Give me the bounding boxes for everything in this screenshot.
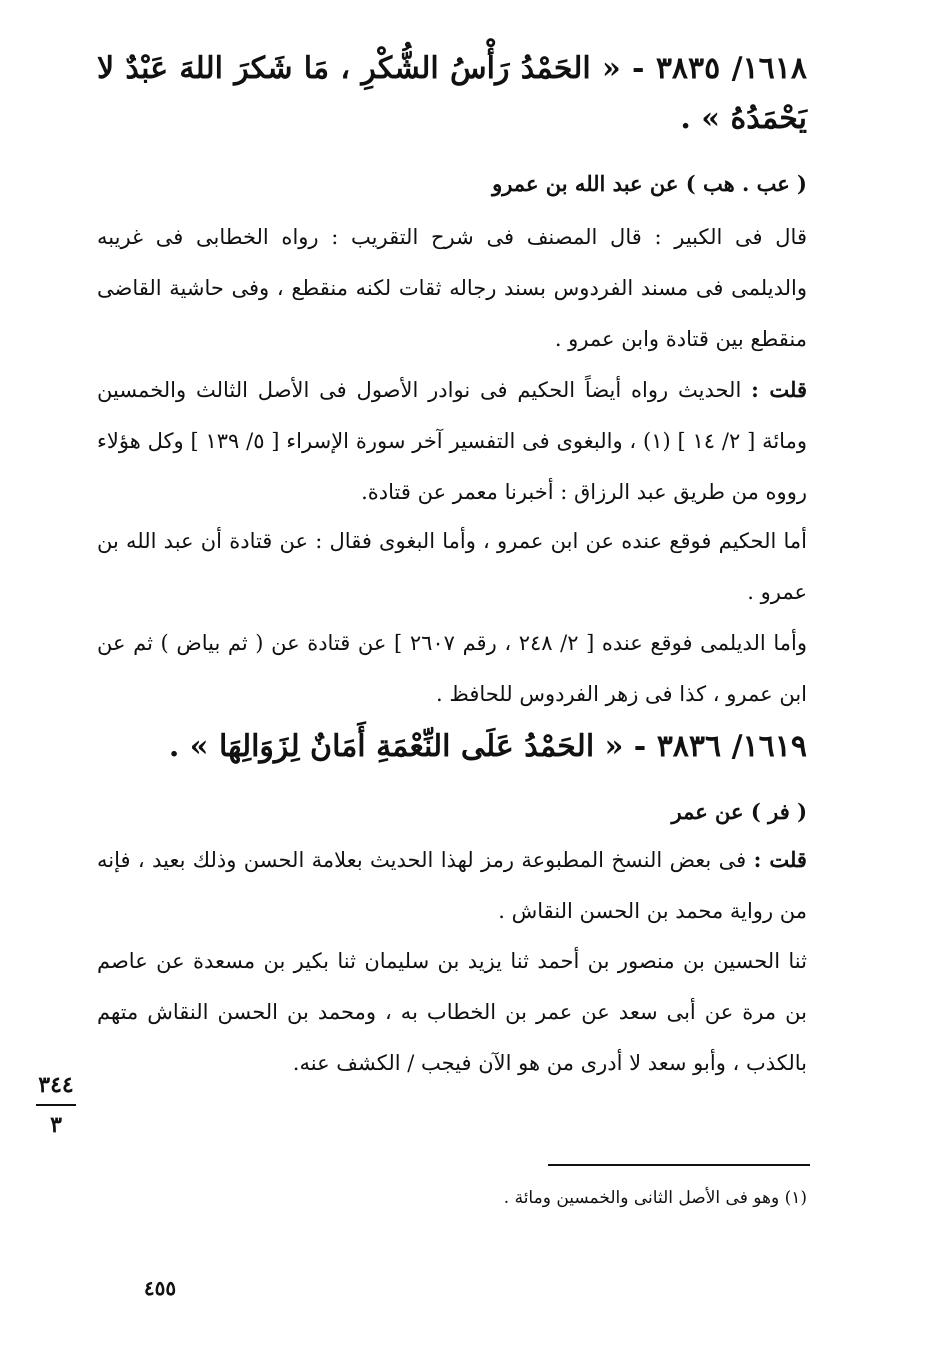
paragraph-hakim: أما الحكيم فوقع عنده عن ابن عمرو ، وأما البغوى فقال : عن قتادة أن عبد الله بن عمرو . (97, 529, 807, 604)
qult-body: الحديث رواه أيضاً الحكيم فى نوادر الأصول فى الأصل الثالث والخمسين ومائة [ ٢/ ١٤ ] (١) ، والبغوى فى التفسير آخر سورة الإسراء [ ٥/ ١٣٩ ] وكل هؤلاء رووه من طريق عبد الرزاق : أخبرنا معمر عن قتادة. (97, 378, 807, 504)
margin-reference-bottom: ٣ (50, 1112, 62, 1138)
qult-body: فى بعض النسخ المطبوعة رمز لهذا الحديث بعلامة الحسن وذلك بعيد ، فإنه من رواية محمد بن الحسن النقاش . (97, 848, 807, 923)
paragraph-kabir: قال فى الكبير : قال المصنف فى شرح التقريب : رواه الخطابى فى غريبه والديلمى فى مسند الفردوس بسند رجاله ثقات لكنه منقطع ، وفى حاشية القاضى منقطع بين قتادة وابن عمرو . (97, 225, 807, 351)
hadith-3835: ١٦١٨/ ٣٨٣٥ - « الحَمْدُ رَأْسُ الشُّكْرِ ، مَا شَكرَ اللهَ عَبْدٌ لا يَحْمَدُهُ » . (97, 51, 807, 136)
margin-reference-top: ٣٤٤ (38, 1072, 74, 1098)
source-3835: ( عب . هب ) عن عبد الله بن عمرو (492, 171, 807, 196)
source-3836: ( فر ) عن عمر (671, 799, 807, 824)
margin-reference (34, 1070, 78, 1140)
footnote: (١) وهو فى الأصل الثانى والخمسين ومائة . (503, 1188, 807, 1208)
paragraph-daylami: وأما الديلمى فوقع عنده [ ٢/ ٢٤٨ ، رقم ٢٦٠٧ ] عن قتادة عن ( ثم بياض ) ثم عن ابن عمرو ، كذا فى زهر الفردوس للحافظ . (97, 631, 807, 706)
page-number: ٤٥٥ (143, 1276, 177, 1300)
paragraph-qult-1 (97, 364, 807, 518)
hadith-3836: ١٦١٩/ ٣٨٣٦ - « الحَمْدُ عَلَى النِّعْمَةِ أَمَانٌ لِزَوَالِهَا » . (168, 729, 807, 764)
paragraph-isnad: ثنا الحسين بن منصور بن أحمد ثنا يزيد بن سليمان ثنا بكير بن مسعدة عن عاصم بن مرة عن أبى سعد عن عمر بن الخطاب به ، ومحمد بن الحسن النقاش متهم بالكذب ، وأبو سعد لا أدرى من هو الآن فيجب / الكشف عنه. (97, 949, 807, 1075)
qult-label: قلت : (753, 847, 807, 872)
qult-label: قلت : (751, 377, 807, 402)
margin-reference-divider (36, 1104, 76, 1106)
footnote-divider (548, 1164, 810, 1166)
paragraph-qult-2 (97, 834, 807, 937)
